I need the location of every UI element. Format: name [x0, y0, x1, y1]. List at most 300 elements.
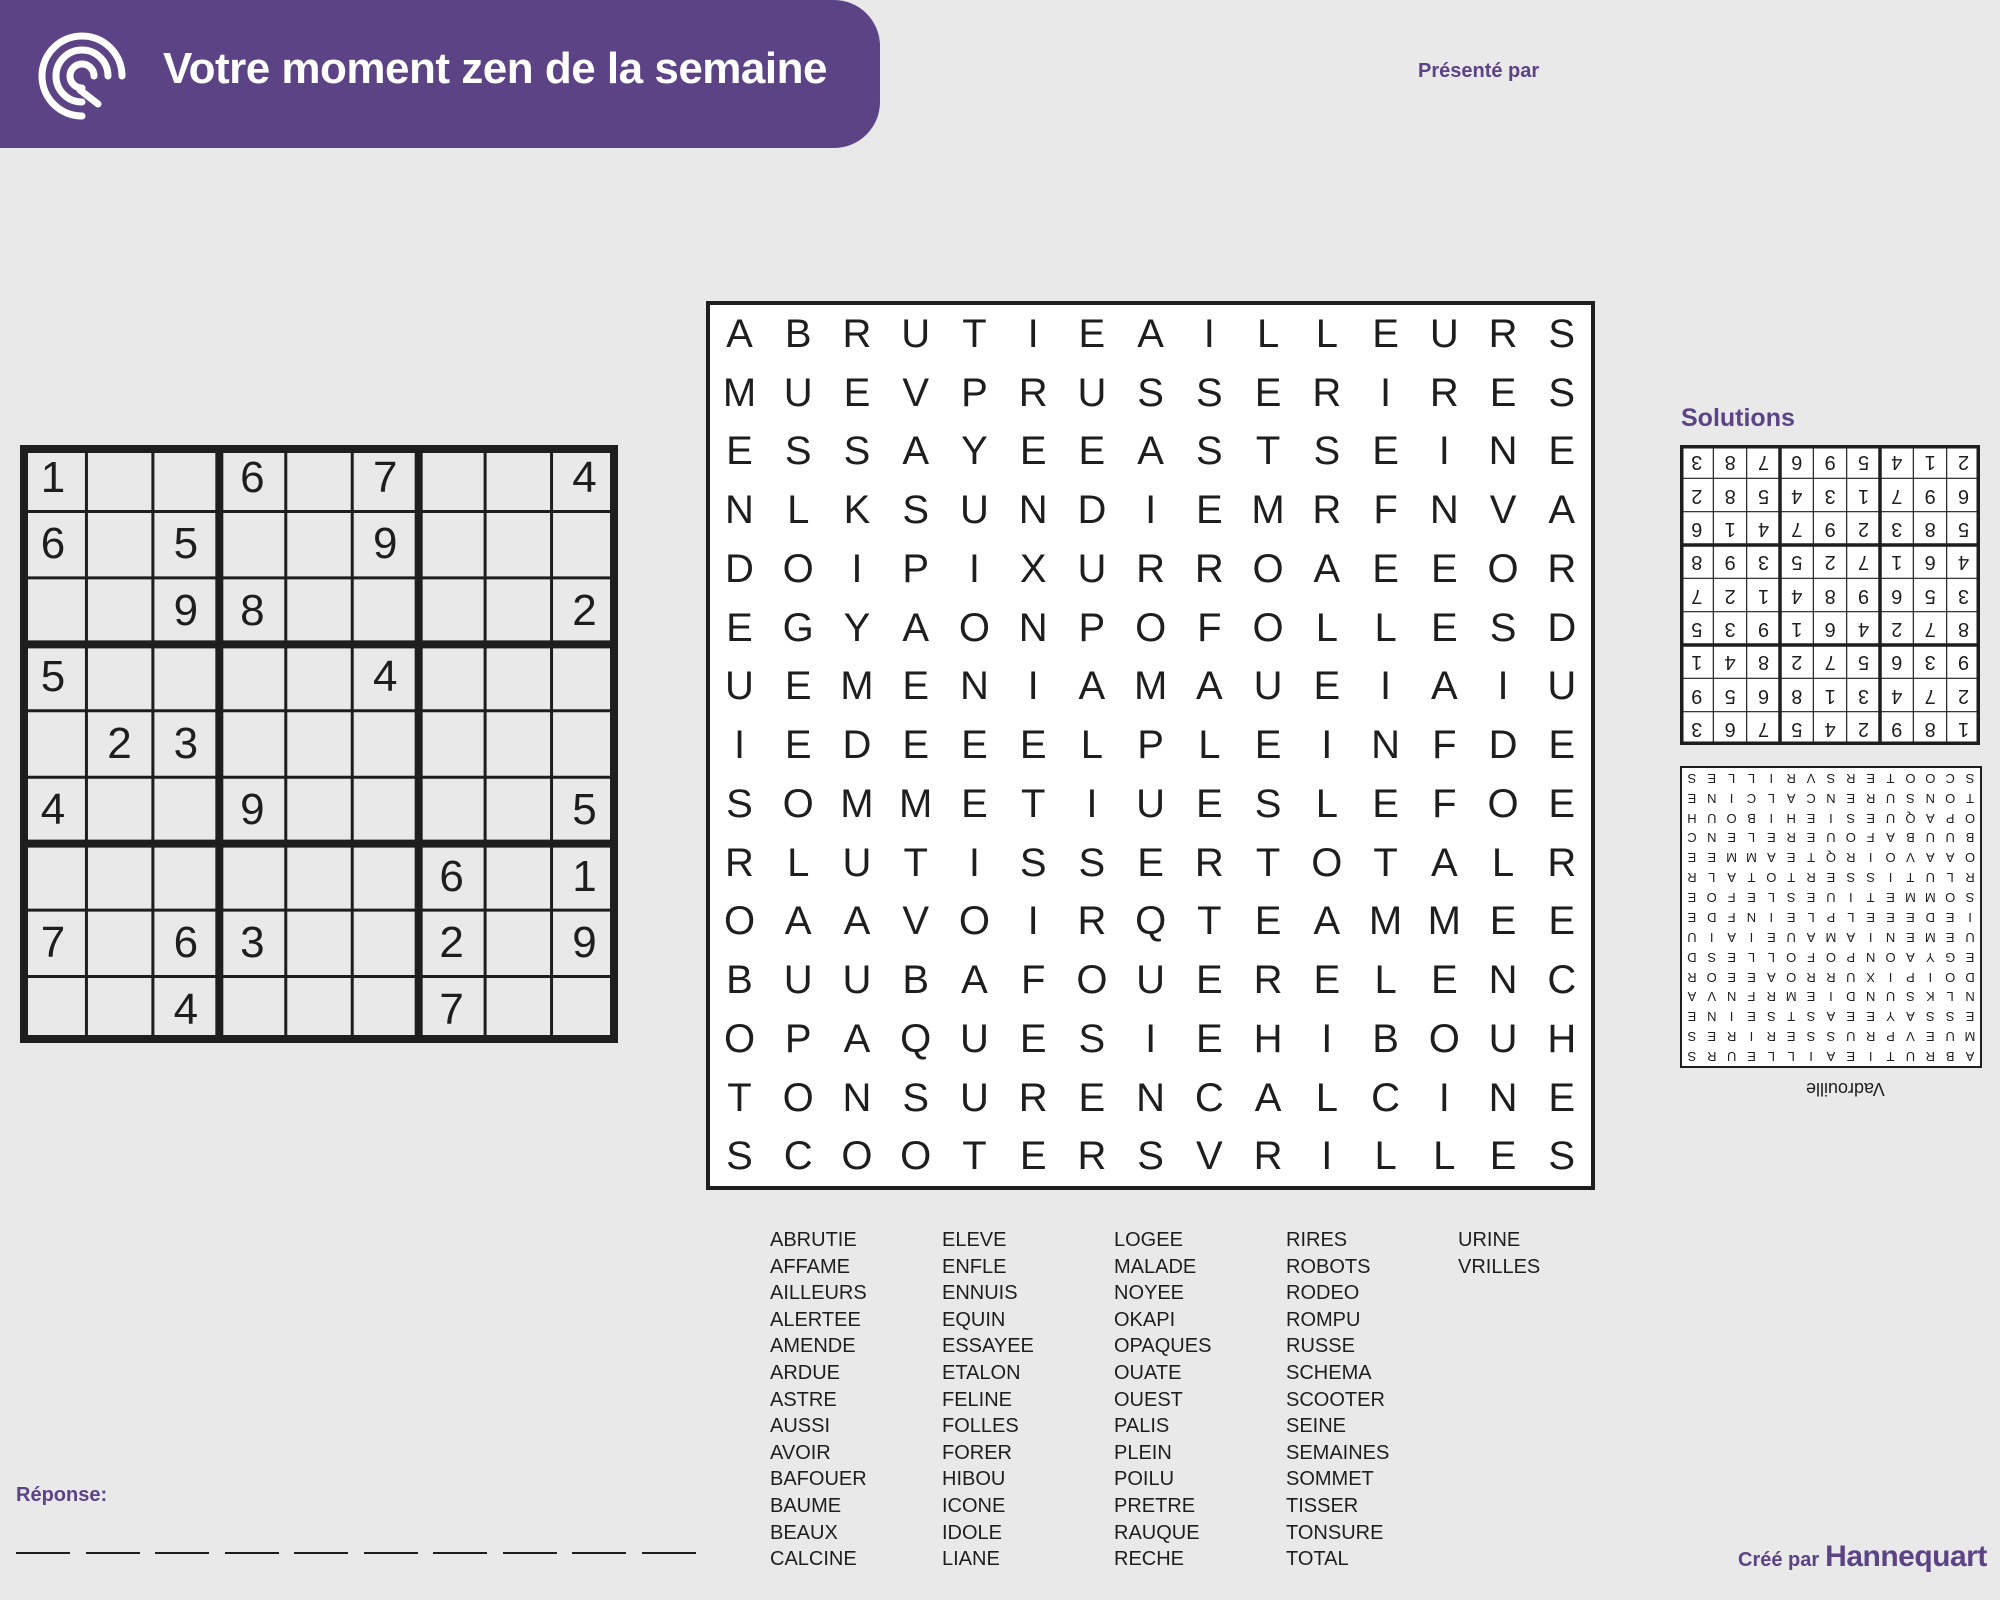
word-search-letter[interactable]: T	[903, 840, 928, 885]
word-search-letter[interactable]: N	[1429, 488, 1459, 533]
solution-letter: U	[1945, 830, 1955, 846]
word-search-letter[interactable]: U	[1077, 370, 1107, 415]
solution-letter: O	[1825, 949, 1836, 965]
word-search-letter[interactable]: S	[1137, 370, 1164, 415]
word-search-letter[interactable]: I	[1497, 664, 1509, 709]
word-search-letter[interactable]: F	[1373, 488, 1398, 533]
word-search-letter[interactable]: F	[1432, 723, 1457, 768]
word-search-letter[interactable]: E	[1078, 429, 1106, 474]
word-search-letter[interactable]: R	[1547, 546, 1577, 591]
word-search-letter[interactable]: U	[901, 312, 931, 356]
sudoku-cell[interactable]: 8	[240, 585, 265, 635]
word-search-letter[interactable]: I	[1145, 488, 1157, 533]
word-search-letter[interactable]: P	[1137, 723, 1164, 768]
sudoku-cell[interactable]: 9	[572, 918, 597, 968]
word-search-letter[interactable]: E	[726, 429, 753, 474]
word-search-letter[interactable]: S	[784, 429, 812, 474]
word-search-letter[interactable]: A	[1137, 312, 1164, 356]
word-search-letter[interactable]: X	[1019, 546, 1047, 591]
word-search-letter[interactable]: U	[783, 958, 813, 1003]
word-search-letter[interactable]: E	[1019, 429, 1047, 474]
sudoku-solution-cell: 5	[1857, 451, 1870, 474]
word-search-letter[interactable]: L	[1315, 1075, 1338, 1120]
answer-blank[interactable]	[433, 1552, 487, 1554]
word-search-letter[interactable]: D	[725, 546, 754, 591]
word-search-letter[interactable]: L	[1315, 605, 1338, 650]
word-search-letter[interactable]: O	[841, 1134, 873, 1179]
sudoku-solution-cell: 2	[1857, 718, 1870, 740]
solution-letter: N	[1746, 909, 1757, 925]
word-search-letter[interactable]: Q	[900, 1016, 932, 1061]
solution-letter: I	[1709, 929, 1714, 945]
word-search-letter[interactable]: I	[1027, 312, 1039, 356]
word-search-letter[interactable]: E	[1254, 899, 1282, 944]
word-search-letter[interactable]: K	[843, 488, 871, 533]
word-search-letter[interactable]: B	[1372, 1016, 1399, 1061]
answer-blank[interactable]	[364, 1552, 418, 1554]
word-search-letter[interactable]: R	[1136, 546, 1166, 591]
word-search-letter[interactable]: O	[1487, 546, 1519, 591]
sudoku-cell[interactable]: 5	[572, 785, 597, 835]
solution-letter: Y	[1886, 1009, 1895, 1025]
word-search-letter[interactable]: E	[784, 664, 812, 709]
word-search-letter[interactable]: M	[840, 664, 874, 709]
word-search-letter[interactable]: G	[782, 605, 814, 650]
word-search-letter[interactable]: S	[1313, 429, 1341, 474]
word-search-letter[interactable]: A	[1548, 488, 1576, 533]
word-search-letter[interactable]: I	[968, 546, 980, 591]
word-search-letter[interactable]: O	[1135, 605, 1167, 650]
word-search-letter[interactable]: R	[1194, 840, 1224, 885]
word-search-letter[interactable]: U	[1136, 958, 1166, 1003]
word-search-letter[interactable]: O	[958, 899, 990, 944]
answer-blank[interactable]	[503, 1552, 557, 1554]
sudoku-cell[interactable]: 3	[240, 918, 265, 968]
solution-letter: H	[1786, 810, 1796, 826]
sudoku-cell[interactable]: 5	[173, 519, 199, 569]
sudoku-solution-cell: 3	[1691, 451, 1703, 474]
word-search-letter[interactable]: O	[1487, 781, 1519, 826]
word-search-letter[interactable]: S	[726, 1134, 753, 1179]
word-search-letter[interactable]: T	[727, 1075, 752, 1120]
solution-letter: S	[1767, 1009, 1776, 1025]
sudoku-cell[interactable]: 3	[173, 718, 199, 768]
word-search-letter[interactable]: H	[1547, 1016, 1577, 1061]
sudoku-cell[interactable]: 2	[439, 918, 464, 968]
word-search-letter[interactable]: N	[1136, 1075, 1166, 1120]
word-search-letter[interactable]: L	[1256, 312, 1280, 356]
sudoku-cell[interactable]: 2	[572, 585, 597, 635]
answer-blank[interactable]	[642, 1552, 696, 1554]
word-search-letter[interactable]: C	[1194, 1075, 1224, 1120]
word-search-letter[interactable]: E	[843, 370, 871, 415]
word-search-letter[interactable]: R	[1018, 370, 1048, 415]
sudoku-cell[interactable]: 6	[240, 453, 265, 502]
word-search-letter[interactable]: N	[1018, 488, 1048, 533]
word-search-letter[interactable]: L	[1433, 1134, 1456, 1179]
solution-letter: S	[1687, 770, 1697, 786]
word-search-letter[interactable]: L	[1198, 723, 1221, 768]
word-search-letter[interactable]: R	[1429, 370, 1459, 415]
word-search-letter[interactable]: S	[1137, 1134, 1164, 1179]
word-search-letter[interactable]: E	[1548, 723, 1576, 768]
sudoku-cell[interactable]: 4	[372, 652, 398, 702]
word-search-letter[interactable]: T	[1255, 840, 1281, 885]
word-search-letter[interactable]: C	[1547, 958, 1577, 1003]
word-search-letter[interactable]: A	[1430, 840, 1458, 885]
word-search-letter[interactable]: A	[1313, 899, 1341, 944]
word-search-letter[interactable]: S	[726, 781, 753, 826]
word-search-letter[interactable]: R	[1018, 1075, 1048, 1120]
word-search-letter[interactable]: I	[851, 546, 863, 591]
solution-letter: E	[1767, 929, 1776, 945]
word-search-letter[interactable]: Y	[843, 605, 871, 650]
word-search-letter[interactable]: S	[1254, 781, 1282, 826]
word-search-letter[interactable]: I	[1145, 1016, 1157, 1061]
solution-letter: M	[1904, 890, 1916, 906]
solution-letter: I	[1928, 969, 1933, 985]
word-search-letter[interactable]: O	[958, 605, 990, 650]
word-search-letter[interactable]: E	[1019, 1134, 1047, 1179]
word-search-letter[interactable]: A	[902, 605, 930, 650]
word-search-letter[interactable]: M	[840, 781, 874, 826]
word-search-letter[interactable]: R	[1312, 488, 1342, 533]
word-search-letter[interactable]: R	[1312, 370, 1342, 415]
word-search-letter[interactable]: F	[1020, 958, 1046, 1003]
word-search-letter[interactable]: O	[723, 899, 756, 944]
word-search-letter[interactable]: E	[902, 723, 930, 768]
word-search-letter[interactable]: E	[1372, 781, 1399, 826]
word-search-letter[interactable]: E	[1078, 1075, 1106, 1120]
sudoku-cell[interactable]: 6	[173, 918, 199, 968]
word-search-letter[interactable]: A	[1430, 664, 1458, 709]
word-search-letter[interactable]: E	[1548, 1075, 1576, 1120]
sudoku-solution-cell: 5	[1857, 651, 1870, 674]
word-search-letter[interactable]: I	[1086, 781, 1098, 826]
sudoku-cell[interactable]: 5	[40, 652, 66, 702]
word-search-letter[interactable]: U	[1136, 781, 1166, 826]
word-search-letter[interactable]: O	[1311, 840, 1343, 885]
word-search-letter[interactable]: T	[1020, 781, 1046, 826]
word-search-letter[interactable]: S	[1019, 840, 1047, 885]
sudoku-grid[interactable]	[20, 445, 618, 1043]
word-search-letter[interactable]: E	[902, 664, 930, 709]
word-search-letter[interactable]: V	[1196, 1134, 1223, 1179]
word-search-letter[interactable]: E	[1548, 899, 1576, 944]
word-search-letter[interactable]: E	[1019, 723, 1047, 768]
word-search-letter[interactable]: S	[902, 1075, 930, 1120]
word-search-letter[interactable]: L	[1491, 840, 1515, 885]
word-search-letter[interactable]: L	[1374, 1134, 1397, 1179]
word-search-letter[interactable]: E	[1254, 723, 1282, 768]
word-search-letter[interactable]: R	[725, 840, 754, 885]
sudoku-solution-cell: 8	[1924, 718, 1936, 740]
word-search-letter[interactable]: I	[1438, 429, 1450, 474]
sudoku-cell[interactable]: 7	[40, 918, 66, 968]
word-search-letter[interactable]: E	[1196, 488, 1223, 533]
word-search-letter[interactable]: D	[1488, 723, 1518, 768]
word-search-letter[interactable]: U	[783, 370, 813, 415]
word-search-letter[interactable]: E	[1313, 664, 1341, 709]
word-search-letter[interactable]: U	[725, 664, 754, 709]
word-search-letter[interactable]: V	[902, 899, 930, 944]
word-search-letter[interactable]: E	[1372, 546, 1399, 591]
word-search-letter[interactable]: E	[1372, 312, 1399, 356]
sudoku-solution-cell: 5	[1924, 584, 1936, 607]
word-search-letter[interactable]: N	[725, 488, 754, 533]
word-search-letter[interactable]: U	[1488, 1016, 1518, 1061]
word-search-letter[interactable]: E	[1254, 370, 1282, 415]
sudoku-cell[interactable]: 9	[173, 585, 199, 635]
word-search-grid[interactable]	[706, 301, 1595, 1190]
word-search-letter[interactable]: O	[723, 1016, 756, 1061]
word-search-letter[interactable]: F	[1197, 605, 1222, 650]
word-search-letter[interactable]: M	[1133, 664, 1168, 709]
word-search-letter[interactable]: E	[1548, 429, 1576, 474]
word-search-letter[interactable]: O	[900, 1134, 932, 1179]
word-search-letter[interactable]: N	[1371, 723, 1400, 768]
word-search-letter[interactable]: S	[1489, 605, 1517, 650]
sudoku-solution-cell: 9	[1691, 684, 1703, 707]
word-search-letter[interactable]: A	[784, 899, 812, 944]
word-search-letter[interactable]: U	[959, 1016, 989, 1061]
word-search-letter[interactable]: N	[1018, 605, 1048, 650]
solution-letter: I	[1968, 909, 1972, 925]
word-search-letter[interactable]: M	[1427, 899, 1461, 944]
word-search-letter[interactable]: A	[1196, 664, 1223, 709]
word-search-letter[interactable]: C	[783, 1134, 813, 1179]
solution-letter: E	[1886, 890, 1895, 906]
word-search-letter[interactable]: I	[968, 840, 980, 885]
word-search-letter[interactable]: V	[902, 370, 930, 415]
word-search-letter[interactable]: L	[787, 840, 810, 885]
word-search-letter[interactable]: S	[1196, 370, 1223, 415]
word-search-letter[interactable]: E	[1313, 958, 1341, 1003]
word-search-letter[interactable]: S	[1196, 429, 1223, 474]
word-search-letter[interactable]: U	[1429, 312, 1459, 356]
sudoku-cell[interactable]: 4	[173, 984, 199, 1034]
word-search-letter[interactable]: E	[1548, 781, 1576, 826]
solution-letter: U	[1945, 1029, 1955, 1045]
word-search-letter[interactable]: U	[1253, 664, 1283, 709]
word-search-letter[interactable]: O	[1252, 546, 1284, 591]
word-search-letter[interactable]: N	[842, 1075, 872, 1120]
answer-blank[interactable]	[572, 1552, 626, 1554]
sudoku-cell[interactable]: 1	[572, 851, 597, 901]
word-search-letter[interactable]: R	[1547, 840, 1577, 885]
sudoku-solution-cell: 3	[1891, 518, 1903, 540]
word-search-letter[interactable]: M	[1368, 899, 1403, 944]
word-search-letter[interactable]: M	[899, 781, 933, 826]
word-search-letter[interactable]: A	[961, 958, 988, 1003]
word-search-letter[interactable]: U	[959, 1075, 989, 1120]
word-search-letter[interactable]: I	[1438, 1075, 1450, 1120]
word-search-letter[interactable]: L	[787, 488, 810, 533]
word-search-letter[interactable]: N	[1488, 1075, 1518, 1120]
word-search-letter[interactable]: C	[1371, 1075, 1400, 1120]
solution-letter: O	[1945, 969, 1956, 985]
word-search-letter[interactable]: E	[961, 723, 988, 768]
solution-letter: E	[1747, 890, 1756, 906]
sudoku-cell[interactable]: 7	[439, 984, 464, 1034]
word-search-letter[interactable]: R	[1077, 899, 1107, 944]
word-search-letter[interactable]: I	[1380, 370, 1392, 415]
word-search-letter[interactable]: E	[726, 605, 753, 650]
word-search-letter[interactable]: T	[1373, 840, 1398, 885]
word-search-letter[interactable]: D	[1077, 488, 1107, 533]
sudoku-cell[interactable]: 7	[372, 453, 398, 502]
sudoku-cell[interactable]: 6	[439, 851, 464, 901]
word-search-letter[interactable]: A	[843, 1016, 871, 1061]
word-search-letter[interactable]: O	[1252, 605, 1284, 650]
word-search-letter[interactable]: P	[1078, 605, 1106, 650]
word-search-letter[interactable]: O	[1076, 958, 1108, 1003]
word-list-item: ALERTEE	[770, 1308, 861, 1331]
word-search-letter[interactable]: L	[1080, 723, 1104, 768]
word-search-letter[interactable]: R	[842, 312, 872, 356]
word-search-letter[interactable]: R	[1253, 958, 1283, 1003]
sudoku-solution-cell: 2	[1891, 618, 1903, 640]
word-search-letter[interactable]: U	[1077, 546, 1107, 591]
solution-letter: P	[1846, 949, 1856, 965]
word-search-letter[interactable]: E	[1489, 1134, 1517, 1179]
word-search-letter[interactable]: I	[1027, 664, 1039, 709]
word-search-letter[interactable]: L	[1374, 605, 1397, 650]
word-search-letter[interactable]: R	[1253, 1134, 1283, 1179]
word-search-letter[interactable]: E	[1430, 605, 1458, 650]
word-search-letter[interactable]: E	[1078, 312, 1106, 356]
word-search-letter[interactable]: E	[1489, 370, 1517, 415]
word-search-letter[interactable]: U	[842, 840, 872, 885]
word-search-letter[interactable]: E	[961, 781, 988, 826]
word-search-letter[interactable]: S	[1548, 312, 1576, 356]
word-search-letter[interactable]: T	[962, 312, 987, 356]
solution-letter: P	[1906, 969, 1915, 985]
word-search-letter[interactable]: L	[1315, 781, 1338, 826]
solution-letter: T	[1787, 870, 1796, 886]
word-search-letter[interactable]: O	[782, 546, 814, 591]
word-search-letter[interactable]: U	[959, 488, 989, 533]
answer-blanks[interactable]	[16, 1552, 696, 1558]
word-search-letter[interactable]: O	[782, 1075, 814, 1120]
word-search-letter[interactable]: P	[902, 546, 930, 591]
word-search-letter[interactable]: M	[722, 370, 757, 415]
word-search-letter[interactable]: E	[1019, 1016, 1047, 1061]
word-search-letter[interactable]: S	[1078, 1016, 1106, 1061]
word-search-letter[interactable]: E	[1137, 840, 1164, 885]
word-search-letter[interactable]: N	[959, 664, 989, 709]
word-search-letter[interactable]: B	[784, 312, 812, 356]
sudoku-cell[interactable]: 9	[372, 519, 398, 569]
word-search-letter[interactable]: A	[726, 312, 753, 356]
word-search-letter[interactable]: S	[1548, 1134, 1576, 1179]
word-search-letter[interactable]: O	[1428, 1016, 1460, 1061]
word-search-letter[interactable]: H	[1253, 1016, 1283, 1061]
word-search-letter[interactable]: S	[902, 488, 930, 533]
word-search-letter[interactable]: E	[1196, 958, 1223, 1003]
word-search-letter[interactable]: L	[1315, 312, 1338, 356]
word-search-letter[interactable]: A	[902, 429, 930, 474]
solution-letter: E	[1786, 850, 1796, 866]
word-search-letter[interactable]: D	[1547, 605, 1577, 650]
sudoku-cell[interactable]: 1	[40, 453, 66, 502]
sudoku-solution-cell: 2	[1857, 518, 1870, 540]
answer-blank[interactable]	[86, 1552, 140, 1554]
word-search-letter[interactable]: A	[1137, 429, 1164, 474]
word-search-letter[interactable]: I	[1203, 312, 1215, 356]
sudoku-cell[interactable]: 6	[40, 519, 66, 569]
word-search-letter[interactable]: P	[961, 370, 988, 415]
word-search-letter[interactable]: I	[1321, 1016, 1333, 1061]
word-search-letter[interactable]: Y	[961, 429, 988, 474]
word-search-letter[interactable]: F	[1432, 781, 1457, 826]
answer-blank[interactable]	[155, 1552, 209, 1554]
answer-blank[interactable]	[16, 1552, 70, 1554]
answer-blank[interactable]	[225, 1552, 279, 1554]
word-search-letter[interactable]: S	[843, 429, 871, 474]
word-search-letter[interactable]: I	[1380, 664, 1392, 709]
word-search-letter[interactable]: I	[1321, 723, 1333, 768]
word-search-letter[interactable]: E	[1489, 899, 1517, 944]
word-search-letter[interactable]: T	[1197, 899, 1222, 944]
word-search-letter[interactable]: I	[1027, 899, 1039, 944]
word-search-letter[interactable]: E	[784, 723, 812, 768]
solution-letter: I	[1868, 1049, 1873, 1064]
word-search-letter[interactable]: U	[842, 958, 872, 1003]
answer-blank[interactable]	[294, 1552, 348, 1554]
solution-letter: L	[1787, 1049, 1795, 1064]
word-search-letter[interactable]: L	[1374, 958, 1397, 1003]
word-search-letter[interactable]: V	[1489, 488, 1517, 533]
word-search-letter[interactable]: N	[1488, 958, 1518, 1003]
word-search-letter[interactable]: B	[902, 958, 930, 1003]
word-search-letter[interactable]: A	[843, 899, 871, 944]
word-search-letter[interactable]: B	[726, 958, 753, 1003]
word-search-letter[interactable]: E	[1196, 781, 1223, 826]
word-search-letter[interactable]: O	[782, 781, 814, 826]
word-search-letter[interactable]: E	[1372, 429, 1399, 474]
word-search-letter[interactable]: R	[1194, 546, 1224, 591]
word-search-letter[interactable]: D	[842, 723, 872, 768]
word-search-letter[interactable]: I	[733, 723, 746, 768]
word-search-letter[interactable]: E	[1430, 546, 1458, 591]
word-search-letter[interactable]: E	[1196, 1016, 1223, 1061]
word-search-letter[interactable]: R	[1077, 1134, 1107, 1179]
solution-letter: E	[1846, 1009, 1856, 1025]
sudoku-cell[interactable]: 9	[240, 785, 265, 835]
word-search-letter[interactable]: A	[1254, 1075, 1282, 1120]
word-search-letter[interactable]: A	[1078, 664, 1106, 709]
word-search-letter[interactable]: N	[1488, 429, 1518, 474]
word-search-letter[interactable]: Q	[1135, 899, 1167, 944]
sudoku-solution-grid	[1680, 445, 1980, 745]
word-search-letter[interactable]: S	[1548, 370, 1576, 415]
sudoku-cell[interactable]: 4	[572, 453, 597, 502]
word-search-letter[interactable]: M	[1251, 488, 1285, 533]
word-search-letter[interactable]: T	[962, 1134, 987, 1179]
word-search-letter[interactable]: A	[1313, 546, 1341, 591]
sudoku-cell[interactable]: 2	[107, 718, 132, 768]
word-search-letter[interactable]: T	[1255, 429, 1281, 474]
sudoku-cell[interactable]: 4	[40, 785, 66, 835]
word-search-letter[interactable]: P	[784, 1016, 812, 1061]
word-search-letter[interactable]: I	[1321, 1134, 1333, 1179]
solution-letter: C	[1746, 790, 1757, 806]
word-search-letter[interactable]: R	[1488, 312, 1518, 356]
word-search-letter[interactable]: E	[1430, 958, 1458, 1003]
word-search-letter[interactable]: S	[1078, 840, 1106, 885]
word-search-letter[interactable]: U	[1547, 664, 1577, 709]
